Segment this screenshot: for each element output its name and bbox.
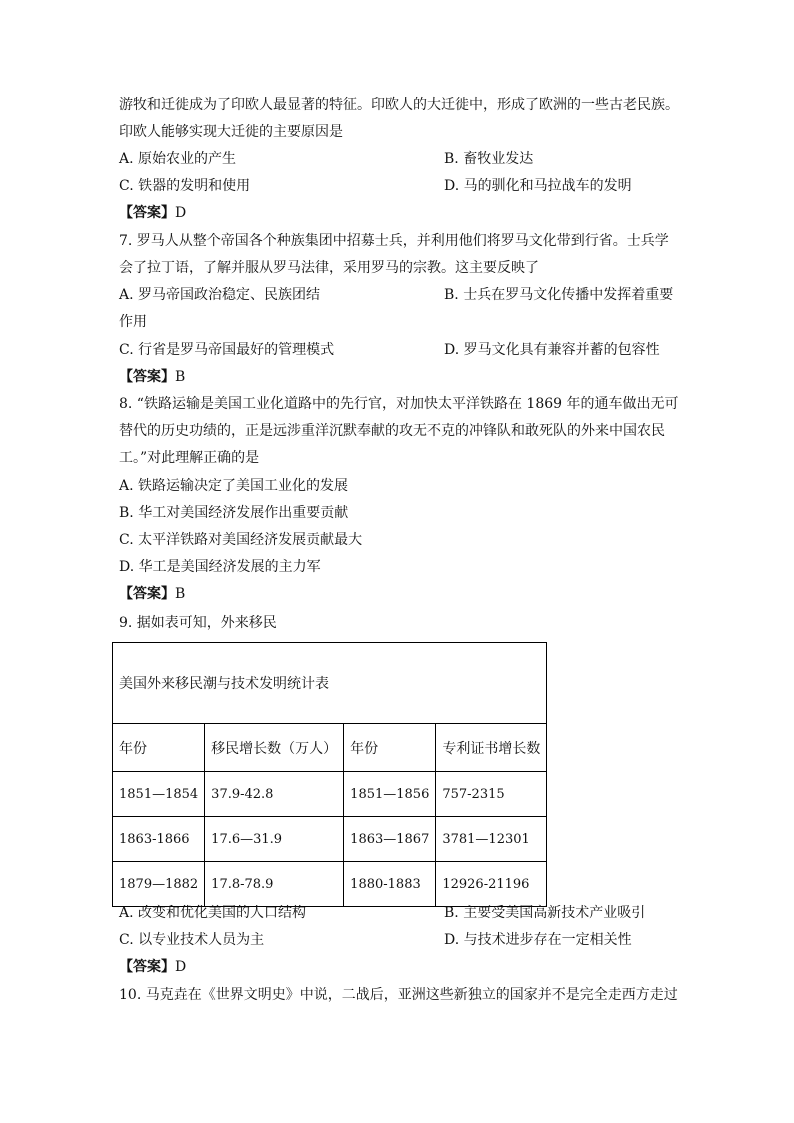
q6-stem-line-1: 游牧和迁徙成为了印欧人最显著的特征。印欧人的大迁徙中，形成了欧洲的一些古老民族。 — [119, 97, 679, 113]
q6-answer — [119, 203, 186, 223]
q6-answer-value: D — [175, 205, 187, 221]
q9-stem-line-1: 9. 据如表可知，外来移民 — [119, 615, 277, 631]
q8-option-c: C. 太平洋铁路对美国经济发展贡献最大 — [119, 532, 363, 548]
q8-option-d: D. 华工是美国经济发展的主力军 — [119, 559, 321, 575]
table-cell: 1879—1882 — [113, 862, 205, 907]
q8-answer — [119, 584, 185, 604]
table-cell: 1851—1856 — [344, 772, 436, 817]
q9-option-b: B. 主要受美国高新技术产业吸引 — [444, 905, 646, 921]
q8-option-a: A. 铁路运输决定了美国工业化的发展 — [119, 478, 349, 494]
table-cell: 17.8-78.9 — [205, 862, 344, 907]
table-header-cell: 年份 — [113, 724, 205, 772]
q9-option-c: C. 以专业技术人员为主 — [119, 932, 265, 948]
table-cell: 3781—12301 — [436, 817, 547, 862]
q7-answer-tag: 【答案】 — [119, 369, 175, 385]
table-cell: 1863—1867 — [344, 817, 436, 862]
q7-option-b: B. 士兵在罗马文化传播中发挥着重要 — [444, 287, 674, 303]
q8-answer-value: B — [175, 586, 186, 602]
table-header-cell: 专利证书增长数 — [436, 724, 547, 772]
q8-answer-tag: 【答案】 — [119, 586, 175, 602]
table-cell: 757-2315 — [436, 772, 547, 817]
q8-stem-line-3: 工。”对此理解正确的是 — [119, 450, 260, 466]
q7-option-a: A. 罗马帝国政治稳定、民族团结 — [119, 287, 321, 303]
table-header-row — [113, 724, 547, 772]
table-title: 美国外来移民潮与技术发明统计表 — [113, 643, 547, 724]
table-row — [113, 772, 547, 817]
table-row — [113, 862, 547, 907]
table-cell: 1880-1883 — [344, 862, 436, 907]
q7-option-d: D. 罗马文化具有兼容并蓄的包容性 — [444, 342, 660, 358]
q6-option-a: A. 原始农业的产生 — [119, 151, 237, 167]
q6-option-b: B. 畜牧业发达 — [444, 151, 534, 167]
q9-answer — [119, 957, 186, 977]
table-cell: 1851—1854 — [113, 772, 205, 817]
q7-option-b-continued: 作用 — [119, 314, 147, 330]
q8-stem-line-1: 8. “铁路运输是美国工业化道路中的先行官，对加快太平洋铁路在 1869 年的通车做出无可 — [119, 396, 679, 412]
q6-option-d: D. 马的驯化和马拉战车的发明 — [444, 178, 632, 194]
table-cell: 12926-21196 — [436, 862, 547, 907]
q7-answer — [119, 367, 185, 387]
q8-option-b: B. 华工对美国经济发展作出重要贡献 — [119, 505, 349, 521]
q9-option-d: D. 与技术进步存在一定相关性 — [444, 932, 632, 948]
table-cell: 37.9-42.8 — [205, 772, 344, 817]
q9-option-a: A. 改变和优化美国的人口结构 — [119, 905, 307, 921]
table-cell: 17.6—31.9 — [205, 817, 344, 862]
q8-stem-line-2: 替代的历史功绩的，正是远涉重洋沉默奉献的攻无不克的冲锋队和敢死队的外来中国农民 — [119, 423, 665, 439]
q7-answer-value: B — [175, 369, 186, 385]
table-cell: 1863-1866 — [113, 817, 205, 862]
q7-option-c: C. 行省是罗马帝国最好的管理模式 — [119, 342, 335, 358]
immigration-patent-table — [112, 642, 547, 907]
q9-answer-value: D — [175, 959, 187, 975]
table-header-cell: 年份 — [344, 724, 436, 772]
table-header-cell: 移民增长数（万人） — [205, 724, 344, 772]
table-row — [113, 817, 547, 862]
q7-stem-line-1: 7. 罗马人从整个帝国各个种族集团中招募士兵，并利用他们将罗马文化带到行省。士兵学 — [119, 233, 669, 249]
q10-stem-line-1: 10. 马克垚在《世界文明史》中说，二战后，亚洲这些新独立的国家并不是完全走西方走过 — [119, 987, 678, 1003]
q6-answer-tag: 【答案】 — [119, 205, 175, 221]
q6-option-c: C. 铁器的发明和使用 — [119, 178, 251, 194]
q9-answer-tag: 【答案】 — [119, 959, 175, 975]
q7-stem-line-2: 会了拉丁语，了解并服从罗马法律，采用罗马的宗教。这主要反映了 — [119, 260, 539, 276]
q6-stem-line-2: 印欧人能够实现大迁徙的主要原因是 — [119, 124, 343, 140]
